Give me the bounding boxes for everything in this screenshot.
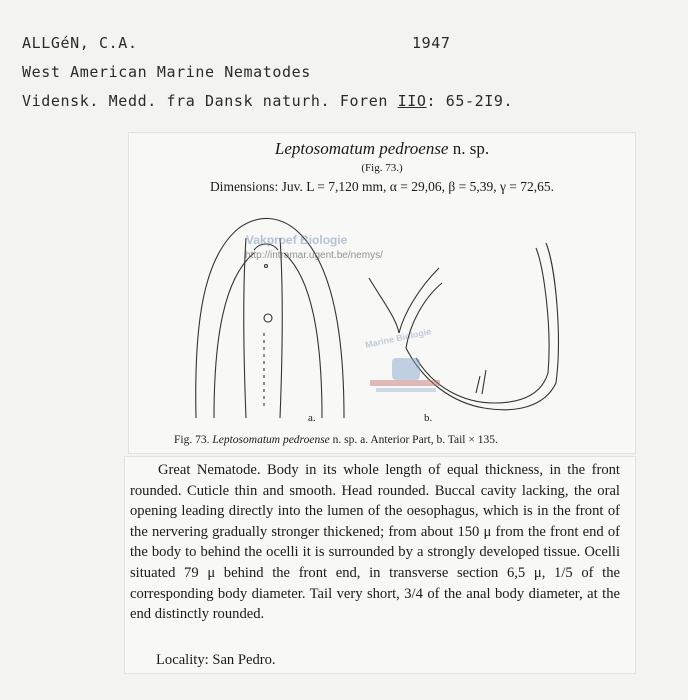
figure-caption	[174, 434, 498, 446]
dimensions-line: Dimensions: Juv. L = 7,120 mm, α = 29,06, β = 5,39, γ = 72,65.	[209, 179, 555, 194]
anterior-part-drawing	[196, 218, 344, 418]
citation-year: 1947	[412, 34, 451, 52]
species-suffix: n. sp.	[452, 139, 490, 158]
citation-title: West American Marine Nematodes	[22, 63, 311, 81]
watermark-url: http://intramar.ugent.be/nemys/	[245, 250, 383, 261]
caption-species: Leptosomatum pedroense	[212, 434, 330, 446]
locality-line: Locality: San Pedro.	[156, 652, 276, 668]
watermark-logo	[364, 326, 440, 392]
citation-journal-line	[22, 92, 513, 110]
caption-prefix: Fig. 73.	[174, 434, 210, 446]
citation-author-line	[22, 34, 451, 52]
figure-panel	[128, 132, 636, 454]
watermark-main-text: Vakproef Biologie	[246, 233, 348, 247]
figure-reference: (Fig. 73.)	[361, 162, 403, 174]
caption-rest: n. sp. a. Anterior Part, b. Tail × 135.	[332, 434, 498, 446]
part-b-label: b.	[424, 412, 433, 424]
species-description: Great Nematode. Body in its whole length of equal thickness, in the front rounded. Cuticle thin and smooth. Head rounded. Buccal cavity lacking, the oral opening leading directly into the lumen of the oesophagus, which is in the front of the nervering gradually stronger thickened; from about 150 μ from the front end of the body to behind the ocelli it is surrounded by a strongly developed tissue. Ocelli situated 79 μ behind the front end, in transverse section 6,5 μ, 1/5 of the corresponding body diameter. Tail very short, 3/4 of the anal body diameter, at the end distinctly rounded.	[130, 462, 620, 623]
citation-journal: Vidensk. Medd. fra Dansk naturh. Foren	[22, 92, 398, 110]
watermark-arc-text: Marine Biologie	[364, 326, 432, 350]
species-title	[129, 139, 635, 159]
citation-volume: IIO	[397, 92, 427, 110]
species-name: Leptosomatum pedroense	[274, 139, 449, 158]
citation-pages: : 65-2I9.	[426, 92, 514, 110]
part-a-label: a.	[308, 412, 316, 424]
citation-author: ALLGéN, C.A.	[22, 34, 138, 52]
